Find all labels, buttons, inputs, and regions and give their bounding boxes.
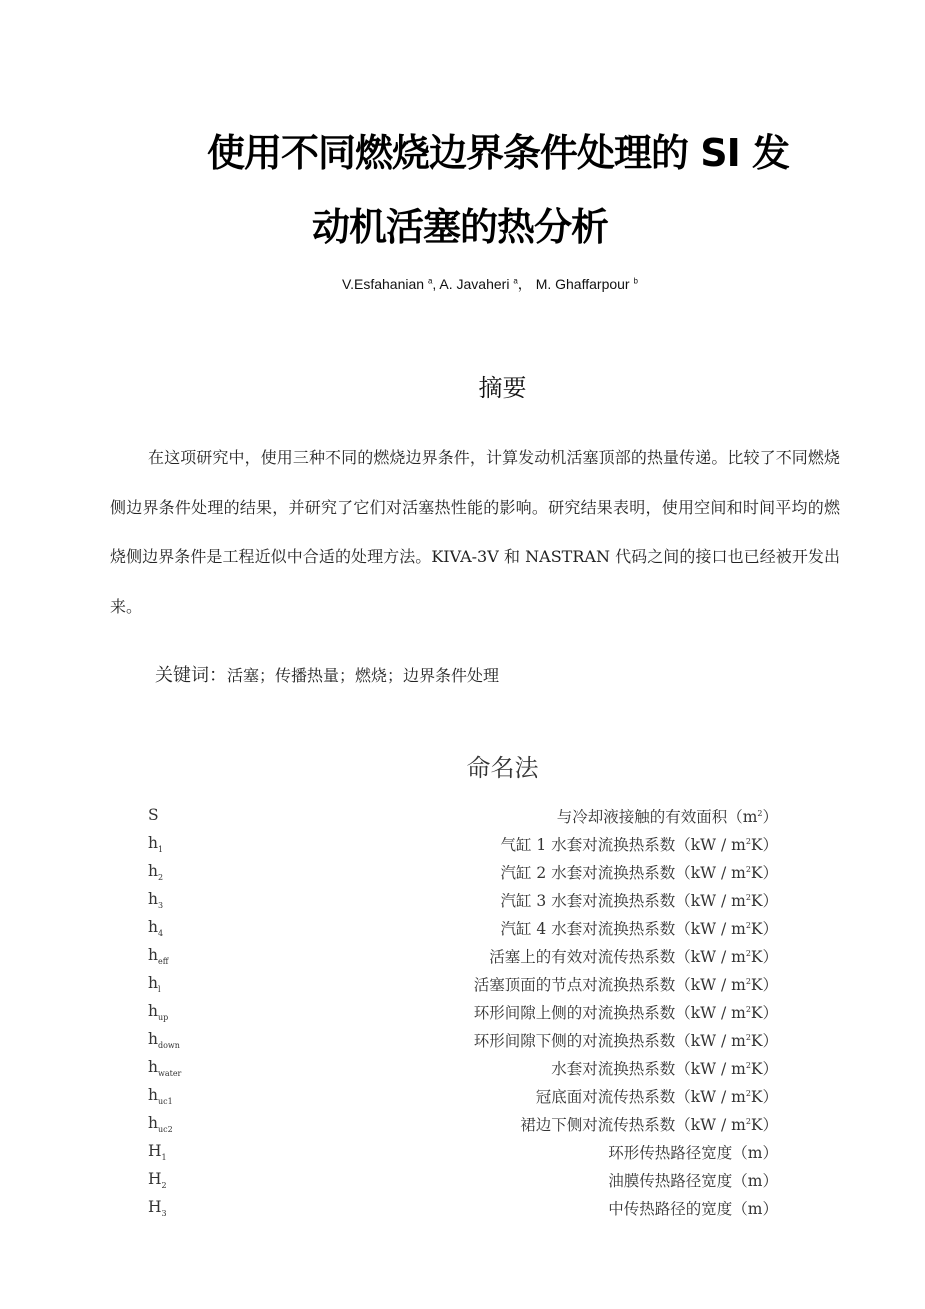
definition-superscript: 2 [745,1088,751,1098]
keywords-line [155,661,499,687]
nomenclature-definition [474,1001,778,1023]
nomenclature-row [148,886,778,914]
symbol-subscript: uc2 [157,1125,173,1135]
symbol-base: H [148,1141,162,1160]
nomenclature-symbol [148,946,168,966]
definition-tail: K） [750,1088,778,1106]
nomenclature-symbol [148,1198,167,1218]
definition-text: 活塞上的有效对流传热系数（kW / m [489,948,746,966]
definition-text: 汽缸 2 水套对流换热系数（kW / m [500,864,746,882]
symbol-base: S [148,805,159,824]
definition-superscript: 2 [745,1032,751,1042]
definition-superscript: 2 [745,1116,751,1126]
author-separator: , [432,276,440,292]
nomenclature-definition [500,861,778,883]
nomenclature-definition [500,889,778,911]
paper-title-line-2: 动机活塞的热分析 [312,205,609,249]
nomenclature-definition [500,917,778,939]
symbol-base: h [148,833,158,852]
nomenclature-row [148,830,778,858]
symbol-base: h [148,889,158,908]
nomenclature-row [148,802,778,830]
nomenclature-definition [608,1141,778,1163]
nomenclature-symbol [148,1058,181,1078]
definition-superscript: 2 [745,1060,751,1070]
definition-superscript: 2 [745,976,751,986]
symbol-base: H [148,1169,162,1188]
symbol-base: h [148,917,158,936]
nomenclature-row [148,858,778,886]
definition-text: 环形传热路径宽度（m） [608,1144,778,1162]
symbol-subscript: eff [157,957,169,967]
nomenclature-definition [520,1113,778,1135]
nomenclature-row [148,942,778,970]
nomenclature-row [148,1138,778,1166]
symbol-subscript: 1 [157,845,164,855]
definition-text: 环形间隙上侧的对流换热系数（kW / m [473,1004,746,1022]
symbol-base: h [148,1113,158,1132]
nomenclature-definition [608,1197,778,1219]
symbol-subscript: 4 [157,929,164,939]
nomenclature-row [148,998,778,1026]
symbol-subscript: down [157,1041,180,1051]
author-name: A. Javaheri [439,276,510,292]
nomenclature-definition [474,973,778,995]
definition-superscript: 2 [745,1004,751,1014]
definition-superscript: 2 [745,920,751,930]
nomenclature-definition [536,1085,778,1107]
definition-superscript: 2 [757,808,763,818]
definition-tail: K） [750,948,778,966]
abstract-heading: 摘要 [478,374,527,402]
definition-tail: K） [750,1004,778,1022]
symbol-base: h [148,1085,158,1104]
nomenclature-row [148,1054,778,1082]
nomenclature-definition [489,945,778,967]
symbol-subscript: up [157,1013,169,1023]
definition-text: 与冷却液接触的有效面积（m [556,808,758,826]
nomenclature-symbol [148,1030,180,1050]
nomenclature-symbol [148,890,163,910]
author-affiliation: a [513,276,518,286]
symbol-subscript: 2 [157,873,164,883]
author-list [0,274,925,294]
nomenclature-definition [551,1057,778,1079]
nomenclature-row [148,1082,778,1110]
definition-superscript: 2 [745,836,751,846]
nomenclature-symbol [148,806,159,826]
nomenclature-symbol [148,1170,167,1190]
author-affiliation: b [633,276,638,286]
symbol-subscript: water [157,1069,182,1079]
definition-tail: K） [750,836,778,854]
definition-tail: K） [750,864,778,882]
definition-tail: K） [750,892,778,910]
definition-text: 裙边下侧对流传热系数（kW / m [520,1116,746,1134]
definition-text: 气缸 1 水套对流换热系数（kW / m [500,836,746,854]
keywords-text: 活塞；传播热量；燃烧；边界条件处理 [227,666,500,685]
nomenclature-definition [608,1169,778,1191]
author-name: V.Esfahanian [342,276,425,292]
definition-text: 活塞顶面的节点对流换热系数（kW / m [473,976,746,994]
nomenclature-row [148,1166,778,1194]
definition-text: 汽缸 4 水套对流换热系数（kW / m [500,920,746,938]
symbol-base: h [148,1057,158,1076]
definition-tail: K） [750,1116,778,1134]
definition-text: 汽缸 3 水套对流换热系数（kW / m [500,892,746,910]
nomenclature-symbol [148,974,161,994]
author-affiliation: a [427,276,433,286]
symbol-base: h [148,945,158,964]
definition-superscript: 2 [745,892,751,902]
nomenclature-symbol [148,918,163,938]
symbol-subscript: l [157,985,161,995]
nomenclature-row [148,1194,778,1222]
nomenclature-symbol [148,1114,173,1134]
nomenclature-symbol [148,1086,173,1106]
definition-superscript: 2 [745,948,751,958]
nomenclature-symbol [148,1142,167,1162]
nomenclature-definition [557,805,778,827]
symbol-subscript: 3 [157,901,164,911]
definition-text: 水套对流换热系数（kW / m [551,1060,746,1078]
symbol-base: H [148,1197,162,1216]
definition-text: 中传热路径的宽度（m） [608,1200,778,1218]
paper-title-line-1: 使用不同燃烧边界条件处理的 SI 发 [207,131,789,175]
definition-tail: K） [750,1032,778,1050]
definition-tail: K） [750,976,778,994]
definition-superscript: 2 [745,864,751,874]
nomenclature-symbol [148,862,163,882]
nomenclature-list [148,802,778,1222]
nomenclature-definition [500,833,778,855]
nomenclature-heading: 命名法 [466,754,539,782]
author-name: M. Ghaffarpour [535,276,630,292]
author-separator: ， [517,276,532,292]
definition-tail: ） [762,808,778,826]
symbol-subscript: 3 [161,1209,167,1219]
symbol-base: h [148,973,158,992]
definition-tail: K） [750,920,778,938]
symbol-base: h [148,1029,158,1048]
nomenclature-row [148,1110,778,1138]
symbol-subscript: 2 [161,1181,167,1191]
keywords-label: 关键词： [155,665,227,686]
definition-text: 环形间隙下侧的对流换热系数（kW / m [473,1032,746,1050]
symbol-base: h [148,861,158,880]
nomenclature-row [148,1026,778,1054]
symbol-subscript: uc1 [157,1097,173,1107]
nomenclature-symbol [148,1002,168,1022]
nomenclature-row [148,970,778,998]
symbol-base: h [148,1001,158,1020]
symbol-subscript: 1 [161,1153,167,1163]
nomenclature-symbol [148,834,163,854]
abstract-body: 在这项研究中，使用三种不同的燃烧边界条件，计算发动机活塞顶部的热量传递。比较了不同燃烧侧边界条件处理的结果，并研究了它们对活塞热性能的影响。研究结果表明，使用空间和时间平均的燃烧侧边界条件是工程近似中合适的处理方法。KIVA-3V 和 NASTRAN 代码之间的接口也已经被开发出来。 [110,448,840,616]
definition-tail: K） [750,1060,778,1078]
definition-text: 油膜传热路径宽度（m） [608,1172,778,1190]
definition-text: 冠底面对流传热系数（kW / m [535,1088,746,1106]
nomenclature-row [148,914,778,942]
nomenclature-definition [474,1029,778,1051]
